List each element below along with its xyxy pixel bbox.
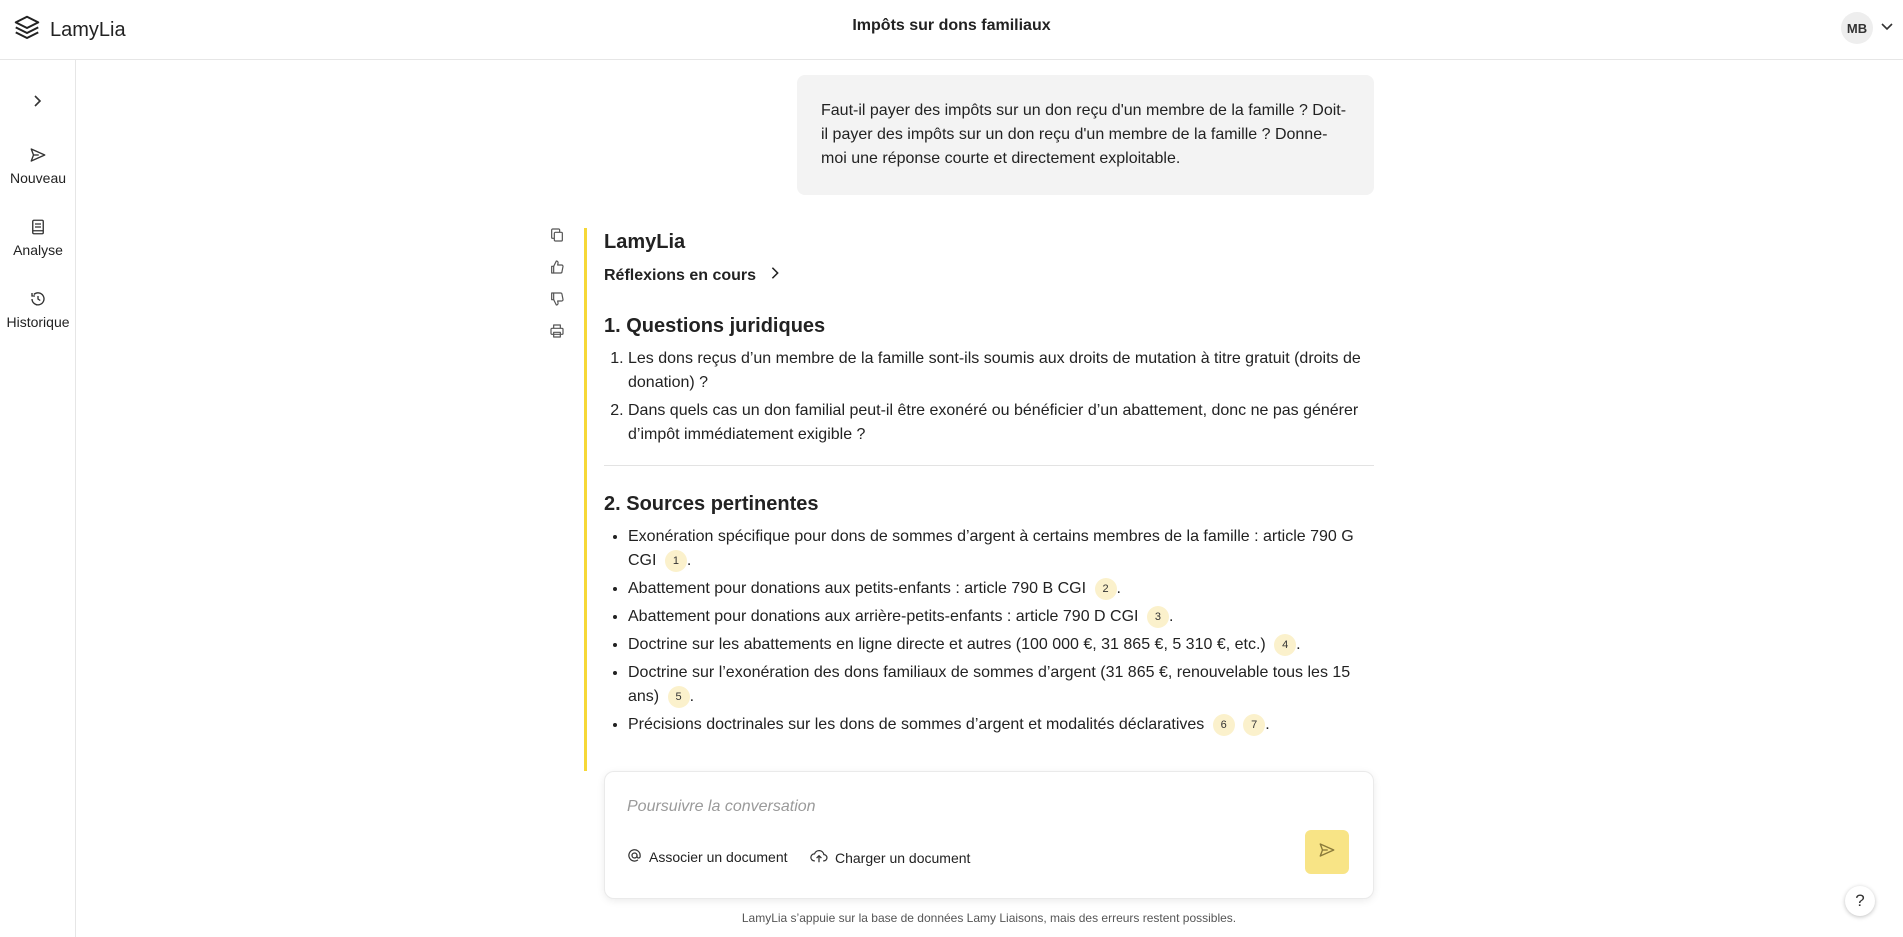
section-title: 2. Sources pertinentes bbox=[604, 493, 819, 515]
associate-document-label: Associer un document bbox=[649, 849, 788, 865]
sidebar-item-historique[interactable] bbox=[0, 290, 76, 330]
assistant-answer bbox=[584, 228, 1374, 771]
send-icon bbox=[1318, 841, 1336, 864]
source-text: Doctrine sur l’exonération des dons familiaux de sommes d’argent (31 865 €, renouvelable tous les 15 ans) bbox=[628, 664, 1351, 705]
associate-document-button[interactable] bbox=[627, 848, 788, 866]
list-item: • Abattement pour donations aux petits-enfants : article 790 B CGI 2 . bbox=[628, 577, 1374, 601]
sidebar-item-label: Historique bbox=[6, 314, 70, 330]
upload-document-button[interactable] bbox=[810, 848, 970, 867]
chevron-right-icon bbox=[29, 93, 45, 114]
source-text: Abattement pour donations aux arrière-petits-enfants : article 790 D CGI bbox=[628, 608, 1139, 625]
sidebar-item-nouveau[interactable] bbox=[0, 146, 76, 186]
citation-badge[interactable]: 4 bbox=[1274, 634, 1296, 656]
section-title: 1. Questions juridiques bbox=[604, 315, 826, 337]
copy-icon bbox=[549, 227, 565, 248]
help-button[interactable]: ? bbox=[1845, 886, 1875, 916]
sidebar-item-label: Analyse bbox=[13, 242, 63, 258]
source-text: Doctrine sur les abattements en ligne directe et autres (100 000 €, 31 865 €, 5 310 €, etc.) bbox=[628, 636, 1266, 653]
chevron-down-icon[interactable] bbox=[1879, 18, 1895, 39]
list-item: • Précisions doctrinales sur les dons de sommes d’argent et modalités déclaratives 6 7 . bbox=[628, 713, 1374, 737]
user-message: Faut-il payer des impôts sur un don reçu d'un membre de la famille ? Doit-il payer des impôts sur un don reçu d'un membre de la famille ? Donne-moi une réponse courte et directement exploitable. bbox=[797, 75, 1374, 195]
questions-list bbox=[604, 347, 1374, 447]
list-item: • Doctrine sur l’exonération des dons familiaux de sommes d’argent (31 865 €, renouvelable tous les 15 ans) 5 . bbox=[628, 661, 1374, 709]
upload-document-label: Charger un document bbox=[835, 849, 971, 866]
thumbs-up-button[interactable] bbox=[548, 260, 566, 278]
user-menu[interactable] bbox=[1841, 12, 1895, 44]
citation-badge[interactable]: 1 bbox=[665, 550, 687, 572]
source-text: Précisions doctrinales sur les dons de sommes d’argent et modalités déclaratives bbox=[628, 716, 1205, 733]
sidebar-item-label: Nouveau bbox=[9, 170, 67, 186]
composer bbox=[604, 771, 1374, 899]
at-sign-icon bbox=[627, 848, 642, 866]
list-item: 2. Dans quels cas un don familial peut-il être exonéré ou bénéficier d’un abattement, donc ne pas générer d’impôt immédiatement exigible ? bbox=[628, 399, 1374, 447]
expand-sidebar-button[interactable] bbox=[24, 90, 50, 116]
citation-badge[interactable]: 5 bbox=[668, 686, 690, 708]
citation-badge[interactable]: 2 bbox=[1095, 578, 1117, 600]
top-bar bbox=[0, 0, 1903, 60]
sidebar bbox=[0, 60, 76, 937]
send-button[interactable] bbox=[1305, 830, 1349, 874]
cloud-upload-icon bbox=[810, 848, 828, 867]
copy-button[interactable] bbox=[548, 228, 566, 246]
list-item: • Exonération spécifique pour dons de sommes d’argent à certains membres de la famille : article 790 G CGI 1 . bbox=[628, 525, 1374, 573]
brand-name: LamyLia bbox=[50, 19, 126, 41]
source-text: Abattement pour donations aux petits-enfants : article 790 B CGI bbox=[628, 580, 1087, 597]
citation-badge[interactable]: 7 bbox=[1243, 714, 1265, 736]
list-item: 1. Les dons reçus d’un membre de la famille sont-ils soumis aux droits de mutation à titre gratuit (droits de donation) ? bbox=[628, 347, 1374, 395]
page-title: Impôts sur dons familiaux bbox=[852, 17, 1051, 34]
source-text: Exonération spécifique pour dons de sommes d’argent à certains membres de la famille : article 790 G CGI bbox=[628, 528, 1354, 569]
assistant-name: LamyLia bbox=[604, 231, 686, 253]
sidebar-item-analyse[interactable] bbox=[0, 218, 76, 258]
message-toolbar bbox=[548, 228, 568, 342]
book-icon bbox=[29, 218, 47, 239]
list-item: • Abattement pour donations aux arrière-petits-enfants : article 790 D CGI 3 . bbox=[628, 605, 1374, 629]
citation-badge[interactable]: 6 bbox=[1213, 714, 1235, 736]
thumbs-up-icon bbox=[549, 259, 565, 280]
divider bbox=[604, 465, 1374, 466]
printer-icon bbox=[549, 323, 565, 344]
citation-badge[interactable]: 3 bbox=[1147, 606, 1169, 628]
thinking-toggle[interactable] bbox=[604, 266, 1374, 285]
list-item: • Doctrine sur les abattements en ligne directe et autres (100 000 €, 31 865 €, 5 310 €, etc.) 4 . bbox=[628, 633, 1374, 657]
conversation-input[interactable] bbox=[627, 798, 1227, 816]
thumbs-down-icon bbox=[549, 291, 565, 312]
thumbs-down-button[interactable] bbox=[548, 292, 566, 310]
send-icon bbox=[29, 146, 47, 167]
chevron-right-icon bbox=[768, 266, 782, 285]
disclaimer: LamyLia s’appuie sur la base de données Lamy Liaisons, mais des erreurs restent possibles. bbox=[741, 911, 1237, 925]
print-button[interactable] bbox=[548, 324, 566, 342]
avatar[interactable]: MB bbox=[1841, 12, 1873, 44]
history-icon bbox=[29, 290, 47, 311]
thinking-label: Réflexions en cours bbox=[604, 266, 757, 284]
sources-list bbox=[604, 525, 1374, 737]
